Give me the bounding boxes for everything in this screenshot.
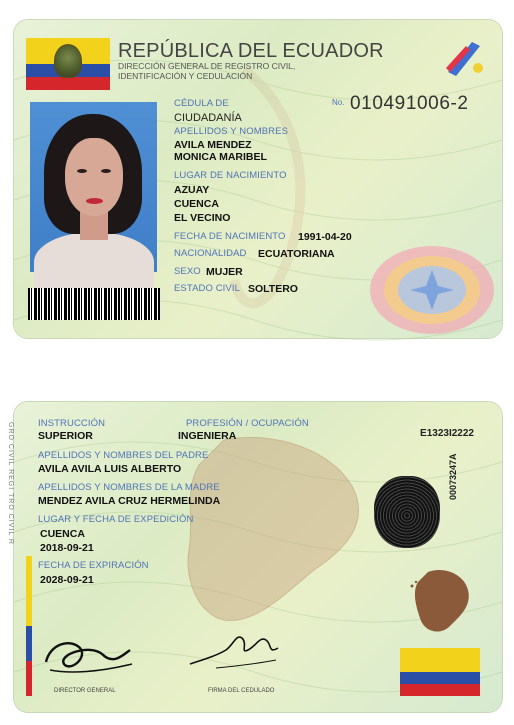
sexo-label: SEXO xyxy=(174,266,201,277)
cedula-number: 010491006-2 xyxy=(350,93,469,114)
security-seal-icon xyxy=(366,234,498,330)
nacionalidad-value: ECUATORIANA xyxy=(258,248,335,260)
fecha-nacimiento-value: 1991-04-20 xyxy=(298,231,352,243)
serial-number: 00073247A xyxy=(448,453,458,500)
nombres-value: MONICA MARIBEL xyxy=(174,151,267,163)
expedicion-label: LUGAR Y FECHA DE EXPEDICIÓN xyxy=(38,514,194,525)
card-subtitle: DIRECCIÓN GENERAL DE REGISTRO CIVIL, IDENTIFICACIÓN Y CEDULACIÓN xyxy=(118,61,296,81)
coat-of-arms-icon xyxy=(54,44,82,78)
estado-civil-value: SOLTERO xyxy=(248,283,298,295)
instruccion-value: SUPERIOR xyxy=(38,430,93,442)
lugar-parroquia: EL VECINO xyxy=(174,212,231,224)
madre-value: MENDEZ AVILA CRUZ HERMELINDA xyxy=(38,495,221,507)
flag-stripe xyxy=(26,556,32,696)
lugar-provincia: AZUAY xyxy=(174,184,210,196)
padre-label: APELLIDOS Y NOMBRES DEL PADRE xyxy=(38,450,209,461)
instruccion-label: INSTRUCCIÓN xyxy=(38,418,106,429)
id-card-back xyxy=(7,402,502,712)
number-label: No. xyxy=(332,98,345,107)
holder-signature xyxy=(186,620,286,680)
expiracion-label: FECHA DE EXPIRACIÓN xyxy=(38,560,149,571)
lugar-canton: CUENCA xyxy=(174,198,219,210)
estado-civil-label: ESTADO CIVIL xyxy=(174,283,240,294)
padre-value: AVILA AVILA LUIS ALBERTO xyxy=(38,463,182,475)
id-card-front xyxy=(14,20,502,338)
edge-watermark-text: GRO CIVIL REGI TRO CIVIL R xyxy=(7,422,14,545)
ecuador-flag xyxy=(26,38,110,90)
cedula-label: CÉDULA DE xyxy=(174,98,229,109)
profesion-value: INGENIERA xyxy=(178,430,237,442)
card-code: E1323I2222 xyxy=(420,428,474,439)
registro-civil-logo-icon xyxy=(442,38,486,78)
expedicion-lugar: CUENCA xyxy=(40,528,85,540)
nacionalidad-label: NACIONALIDAD xyxy=(174,248,247,259)
apellidos-label: APELLIDOS Y NOMBRES xyxy=(174,126,289,137)
expiracion-fecha: 2028-09-21 xyxy=(40,574,94,586)
director-label: DIRECTOR GENERAL xyxy=(54,688,116,694)
apellidos-value: AVILA MENDEZ xyxy=(174,139,252,151)
holder-photo xyxy=(30,102,157,272)
madre-label: APELLIDOS Y NOMBRES DE LA MADRE xyxy=(38,482,220,493)
director-signature xyxy=(40,624,140,684)
sexo-value: MUJER xyxy=(206,266,243,278)
ciudadania-label: CIUDADANÍA xyxy=(174,112,242,124)
barcode xyxy=(28,288,160,320)
profesion-label: PROFESIÓN / OCUPACIÓN xyxy=(186,418,309,429)
card-title: REPÚBLICA DEL ECUADOR xyxy=(118,40,384,62)
lugar-nacimiento-label: LUGAR DE NACIMIENTO xyxy=(174,170,287,181)
fecha-nacimiento-label: FECHA DE NACIMIENTO xyxy=(174,231,286,242)
ecuador-outline-icon xyxy=(410,566,472,636)
fingerprint-image xyxy=(374,476,440,548)
ecuador-flag-back xyxy=(400,648,480,696)
firma-label: FIRMA DEL CEDULADO xyxy=(208,688,275,694)
expedicion-fecha: 2018-09-21 xyxy=(40,542,94,554)
